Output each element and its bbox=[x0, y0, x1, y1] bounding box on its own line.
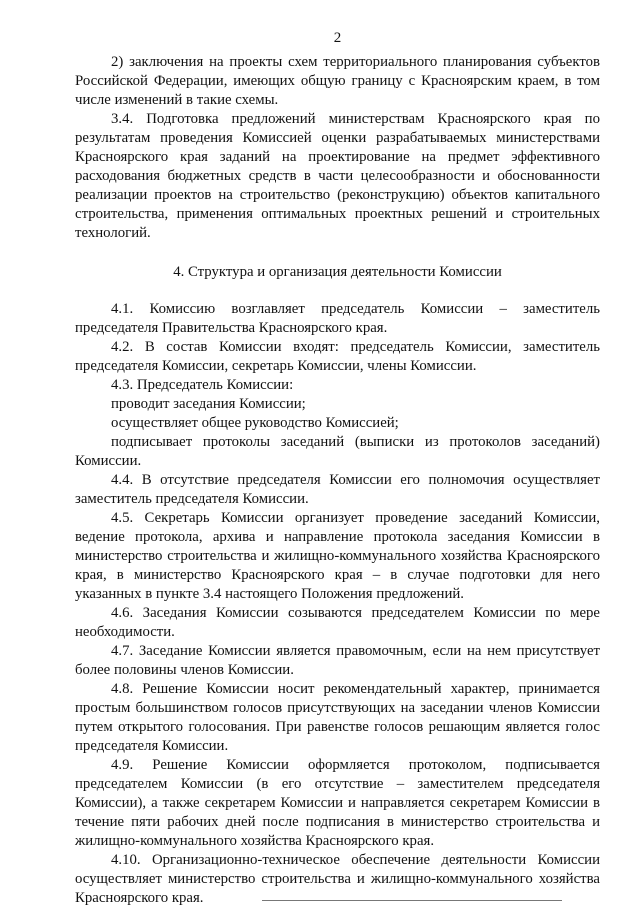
paragraph-4-3: 4.3. Председатель Комиссии: bbox=[111, 377, 294, 393]
paragraph-4-4: 4.4. В отсутствие председателя Комиссии его полномочия осуществляет заместитель председателя Комиссии. bbox=[75, 472, 600, 507]
paragraph-4-9: 4.9. Решение Комиссии оформляется протоколом, подписывается председателем Комиссии (в его отсутствие – заместителем председателя Комиссии), а также секретарем Комиссии и направляется секретарем Комиссии в течение пяти рабочих дней после подписания в министерство строительства и жилищно-коммунального хозяйства Красноярского края. bbox=[75, 757, 600, 849]
scan-edge-line bbox=[262, 900, 562, 901]
paragraph-4-5: 4.5. Секретарь Комиссии организует проведение заседаний Комиссии, ведение протокола, архива и направление протокола заседания Комиссии в министерство строительства и жилищно-коммунального хозяйства Красноярского края, в министерство Красноярского края – в случае подготовки для него указанных в пункте 3.4 настоящего Положения предложений. bbox=[75, 510, 600, 602]
paragraph-4-10: 4.10. Организационно-техническое обеспечение деятельности Комиссии осуществляет министерство строительства и жилищно-коммунального хозяйства Красноярского края. bbox=[75, 852, 600, 906]
paragraph-4-3-item-c: подписывает протоколы заседаний (выписки из протоколов заседаний) Комиссии. bbox=[75, 434, 600, 469]
page-number: 2 bbox=[333, 30, 342, 46]
paragraph-4-3-item-b: осуществляет общее руководство Комиссией; bbox=[111, 415, 399, 431]
paragraph-4-1: 4.1. Комиссию возглавляет председатель Комиссии – заместитель председателя Правительства Красноярского края. bbox=[75, 301, 600, 336]
paragraph-3-4: 3.4. Подготовка предложений министерствам Красноярского края по результатам проведения Комиссией оценки разрабатываемых министерствами Красноярского края заданий на проектирование на предмет эффективного расходования бюджетных средств в части целесообразности и обоснованности реализации проектов на строительство (реконструкцию) объектов капитального строительства, применения оптимальных проектных решений и строительных технологий. bbox=[75, 111, 600, 241]
paragraph-4-8: 4.8. Решение Комиссии носит рекомендательный характер, принимается простым большинством голосов присутствующих на заседании членов Комиссии путем открытого голосования. При равенстве голосов решающим является голос председателя Комиссии. bbox=[75, 681, 600, 754]
section-title: 4. Структура и организация деятельности Комиссии bbox=[173, 264, 502, 280]
paragraph-3-3-item-2: 2) заключения на проекты схем территориального планирования субъектов Российской Федерации, имеющих общую границу с Красноярским краем, в том числе изменений в такие схемы. bbox=[75, 54, 600, 108]
paragraph-4-7: 4.7. Заседание Комиссии является правомочным, если на нем присутствует более половины членов Комиссии. bbox=[75, 643, 600, 678]
paragraph-4-6: 4.6. Заседания Комиссии созываются председателем Комиссии по мере необходимости. bbox=[75, 605, 600, 640]
paragraph-4-2: 4.2. В состав Комиссии входят: председатель Комиссии, заместитель председателя Комиссии, секретарь Комиссии, члены Комиссии. bbox=[75, 339, 600, 374]
paragraph-4-3-item-a: проводит заседания Комиссии; bbox=[111, 396, 306, 412]
